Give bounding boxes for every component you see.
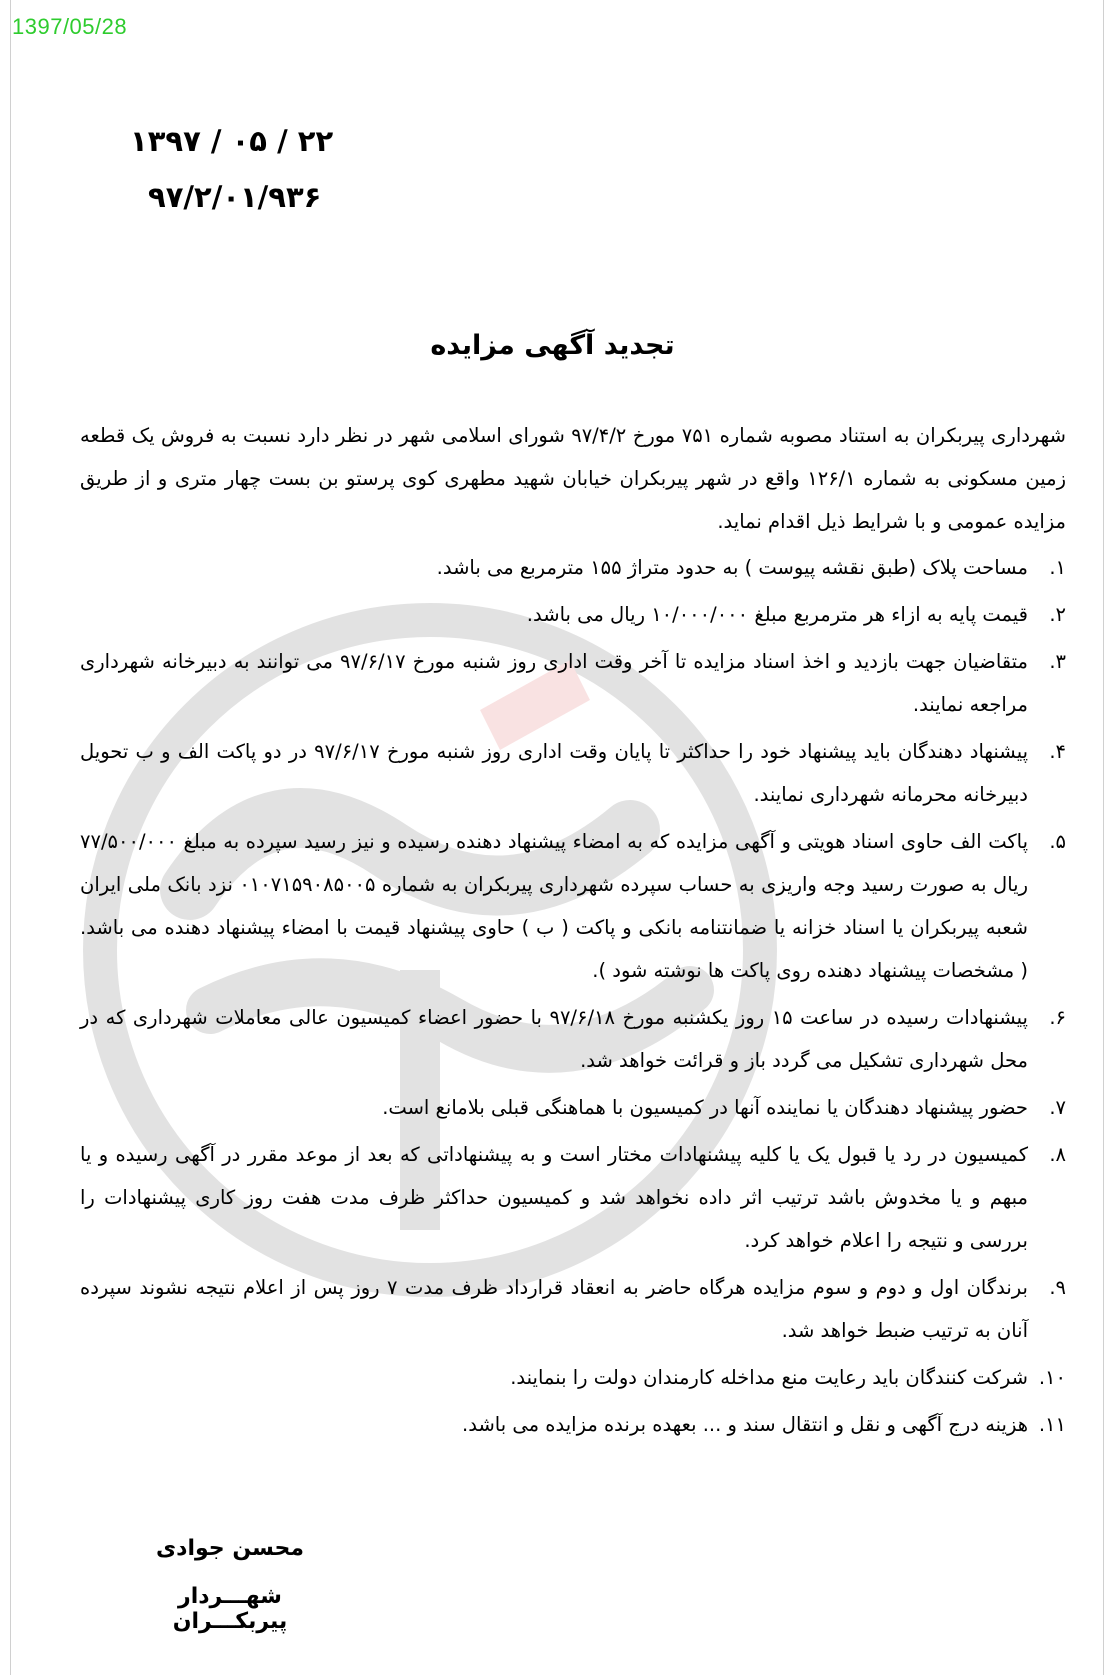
item-number: ۲.	[1049, 603, 1066, 626]
conditions-list	[80, 546, 1066, 1446]
item-number: ۴.	[1049, 740, 1066, 763]
list-item	[80, 1086, 1066, 1129]
list-item	[80, 1403, 1066, 1446]
page-title: تجدید آگهی مزایده	[430, 330, 675, 361]
list-item	[80, 1133, 1066, 1262]
item-text: پیشنهادات رسیده در ساعت ۱۵ روز یکشنبه مورخ ۹۷/۶/۱۸ با حضور اعضاء کمیسیون عالی معاملات شهرداری که در محل شهرداری تشکیل می گردد باز و قرائت خواهد شد.	[80, 1006, 1028, 1072]
list-item	[80, 730, 1066, 816]
list-item	[80, 820, 1066, 992]
signer-title: شهـــردار پیربکـــران	[172, 1584, 288, 1634]
item-text: پاکت الف حاوی اسناد هویتی و آگهی مزایده که به امضاء پیشنهاد دهنده رسیده و نیز رسید سپرده به مبلغ ۷۷/۵۰۰/۰۰۰ ریال به صورت رسید وجه واریزی به حساب سپرده شهرداری پیربکران به شماره ۰۱۰۷۱۵۹۰۸۵۰۰۵ نزد بانک ملی ایران شعبه پیربکران یا اسناد خزانه یا ضمانتنامه بانکی و پاکت ( ب ) حاوی پیشنهاد قیمت با امضاء پیشنهاد دهنده می باشد. ( مشخصات پیشنهاد دهنده روی پاکت ها نوشته شود ).	[80, 830, 1028, 982]
reference-date: ۱۳۹۷ / ۰۵ / ۲۲	[130, 124, 334, 158]
reference-number: ۹۷/۲/۰۱/۹۳۶	[148, 180, 322, 214]
item-number: ۱۱.	[1038, 1413, 1066, 1436]
item-text: مساحت پلاک (طبق نقشه پیوست ) به حدود متراژ ۱۵۵ مترمربع می باشد.	[436, 556, 1028, 579]
list-item	[80, 640, 1066, 726]
item-text: پیشنهاد دهندگان باید پیشنهاد خود را حداکثر تا پایان وقت اداری روز شنبه مورخ ۹۷/۶/۱۷ در دو پاکت الف و ب تحویل دبیرخانه محرمانه شهرداری نمایند.	[80, 740, 1028, 806]
item-number: ۶.	[1049, 1006, 1066, 1029]
item-text: متقاضیان جهت بازدید و اخذ اسناد مزایده تا آخر وقت اداری روز شنبه مورخ ۹۷/۶/۱۷ می توانند به دبیرخانه شهرداری مراجعه نمایند.	[80, 650, 1028, 716]
item-text: قیمت پایه به ازاء هر مترمربع مبلغ ۱۰/۰۰۰/۰۰۰ ریال می باشد.	[526, 603, 1028, 626]
item-number: ۱۰.	[1038, 1366, 1066, 1389]
item-text: شرکت کنندگان باید رعایت منع مداخله کارمندان دولت را بنمایند.	[510, 1366, 1028, 1389]
item-number: ۳.	[1049, 650, 1066, 673]
intro-paragraph: شهرداری پیربکران به استناد مصوبه شماره ۷۵۱ مورخ ۹۷/۴/۲ شورای اسلامی شهر در نظر دارد نسبت به فروش یک قطعه زمین مسکونی به شماره ۱۲۶/۱ واقع در شهر پیربکران خیابان شهید مطهری کوی پرستو بن بست چهار متری و از طریق مزایده عمومی و با شرایط ذیل اقدام نماید.	[80, 424, 1067, 533]
item-number: ۹.	[1049, 1276, 1066, 1299]
list-item	[80, 546, 1066, 589]
list-item	[80, 1356, 1066, 1399]
signer-name: محسن جوادی	[156, 1536, 304, 1561]
item-number: ۱.	[1049, 556, 1066, 579]
item-number: ۵.	[1049, 830, 1066, 853]
stamp-date: 1397/05/28	[12, 14, 128, 39]
list-item	[80, 1266, 1066, 1352]
item-number: ۸.	[1049, 1143, 1066, 1166]
item-number: ۷.	[1049, 1096, 1066, 1119]
item-text: کمیسیون در رد یا قبول یک یا کلیه پیشنهادات مختار است و به پیشنهاداتی که بعد از موعد مقرر در آگهی رسیده و یا مبهم و یا مخدوش باشد ترتیب اثر داده نخواهد شد و کمیسیون حداکثر ظرف مدت هفت روز کاری پیشنهادات را بررسی و نتیجه را اعلام خواهد کرد.	[80, 1143, 1028, 1252]
notice-body	[80, 414, 1066, 1450]
item-text: حضور پیشنهاد دهندگان یا نماینده آنها در کمیسیون با هماهنگی قبلی بلامانع است.	[382, 1096, 1028, 1119]
list-item	[80, 593, 1066, 636]
item-text: هزینه درج آگهی و نقل و انتقال سند و ... بعهده برنده مزایده می باشد.	[462, 1413, 1028, 1436]
list-item	[80, 996, 1066, 1082]
item-text: برندگان اول و دوم و سوم مزایده هرگاه حاضر به انعقاد قرارداد ظرف مدت ۷ روز پس از اعلام نتیجه نشوند سپرده آنان به ترتیب ضبط خواهد شد.	[80, 1276, 1028, 1342]
